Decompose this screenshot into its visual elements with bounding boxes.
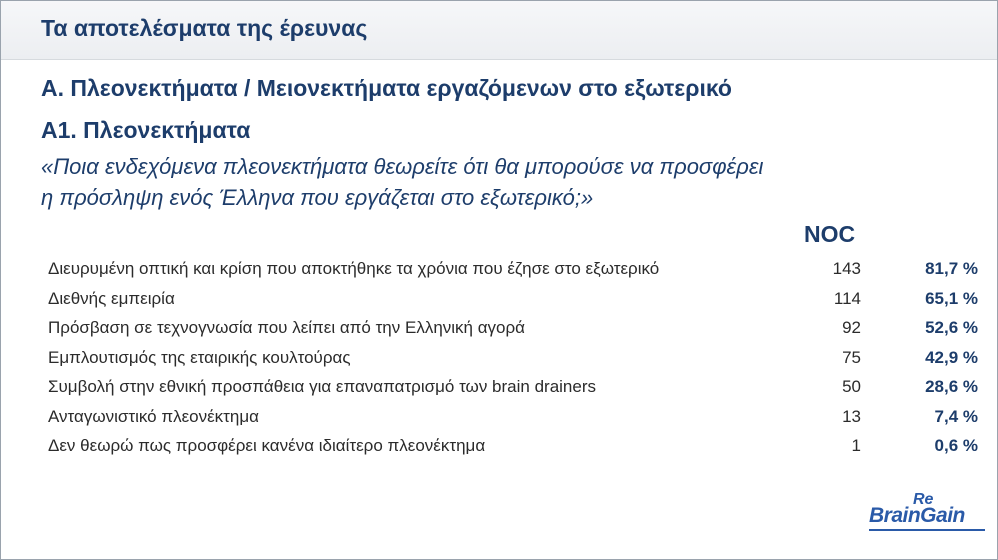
- row-label: Ανταγωνιστικό πλεονέκτημα: [48, 406, 259, 426]
- brainregain-logo: [869, 491, 987, 533]
- row-percent: 7,4 %: [934, 406, 978, 426]
- row-count: 114: [833, 288, 861, 308]
- table-row: [48, 405, 978, 435]
- table-row: [48, 257, 978, 287]
- noc-column-header: NOC: [804, 221, 856, 247]
- row-count: 1: [851, 436, 861, 455]
- survey-question: [41, 151, 941, 213]
- question-line-2: η πρόσληψη ενός Έλληνα που εργάζεται στο εξωτερικό;»: [41, 185, 594, 210]
- table-row: [48, 316, 978, 346]
- header-divider: [1, 59, 997, 60]
- row-label: Εμπλουτισμός της εταιρικής κουλτούρας: [48, 347, 351, 367]
- row-count: 75: [842, 347, 861, 367]
- question-line-1: «Ποια ενδεχόμενα πλεονεκτήματα θεωρείτε ότι θα μπορούσε να προσφέρει: [41, 154, 764, 179]
- row-percent: 0,6 %: [934, 436, 978, 455]
- heading-a1: Α1. Πλεονεκτήματα: [41, 117, 251, 143]
- row-percent: 42,9 %: [925, 347, 978, 367]
- row-label: Δεν θεωρώ πως προσφέρει κανένα ιδιαίτερο πλεονέκτημα: [48, 436, 486, 455]
- slide-header: [1, 1, 997, 59]
- row-label: Συμβολή στην εθνική προσπάθεια για επαναπατρισμό των brain drainers: [48, 377, 596, 396]
- logo-text: BrainGain: [869, 504, 965, 527]
- section-title: Τα αποτελέσματα της έρευνας: [41, 15, 368, 41]
- row-count: 92: [842, 318, 861, 337]
- row-percent: 65,1 %: [925, 288, 978, 308]
- table-row: [48, 346, 978, 376]
- row-label: Πρόσβαση σε τεχνογνωσία που λείπει από την Ελληνική αγορά: [48, 318, 526, 337]
- heading-a: Α. Πλεονεκτήματα / Μειονεκτήματα εργαζόμενων στο εξωτερικό: [41, 75, 732, 101]
- table-row: [48, 434, 978, 464]
- table-row: [48, 375, 978, 405]
- logo-underline: [869, 529, 985, 531]
- results-table: [48, 257, 978, 464]
- row-label: Διεθνής εμπειρία: [48, 288, 175, 308]
- row-count: 50: [842, 377, 861, 396]
- row-count: 143: [832, 259, 861, 278]
- row-percent: 28,6 %: [925, 377, 978, 396]
- row-label: Διευρυμένη οπτική και κρίση που αποκτήθηκε τα χρόνια που έζησε στο εξωτερικό: [48, 259, 660, 278]
- table-row: [48, 287, 978, 317]
- logo-superscript: Re: [913, 491, 934, 508]
- row-percent: 81,7 %: [925, 259, 978, 278]
- row-percent: 52,6 %: [925, 318, 978, 337]
- row-count: 13: [842, 406, 861, 426]
